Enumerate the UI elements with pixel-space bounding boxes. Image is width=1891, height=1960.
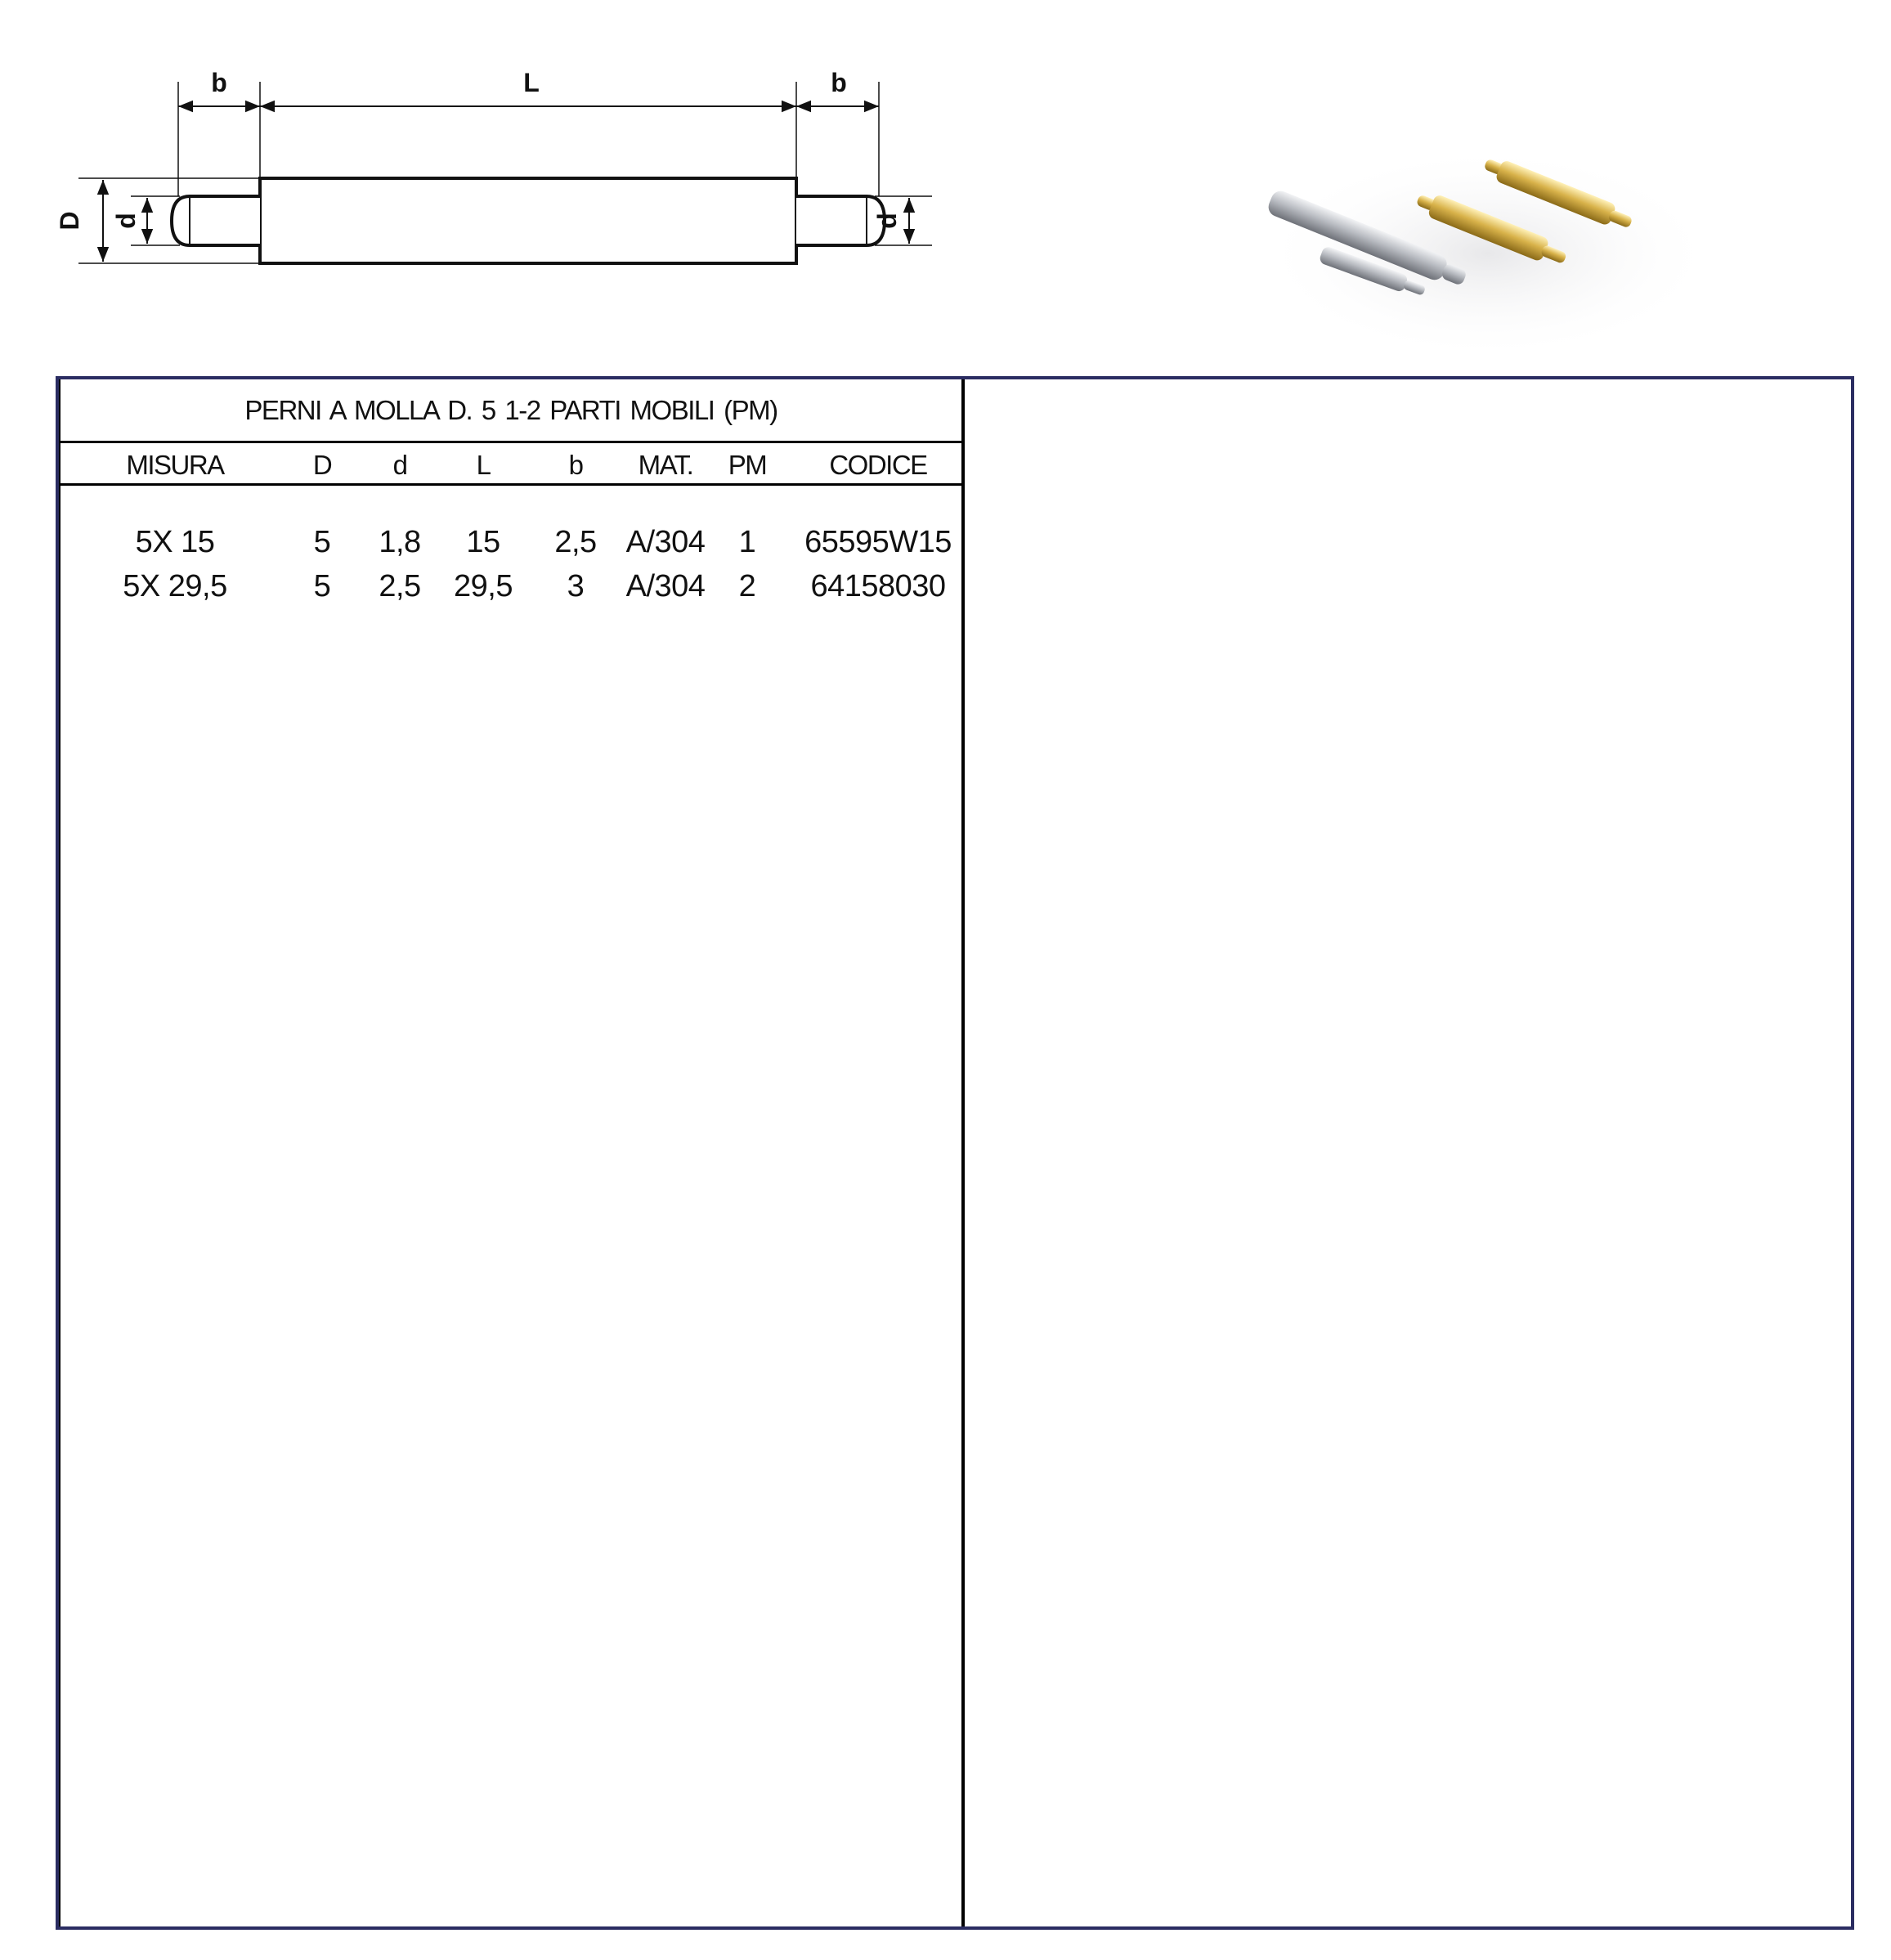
label-b-right: b [831,68,847,97]
technical-drawing [49,41,965,294]
col-codice: CODICE [829,450,927,480]
cell-misura: 5X 15 [135,525,215,559]
col-D: D [312,450,332,480]
cell-D: 5 [313,525,331,559]
cell-L: 15 [466,525,500,559]
catalog-frame [56,376,1854,1930]
label-d-left: d [111,213,141,229]
col-d: d [392,450,407,480]
label-L: L [523,68,540,97]
cell-mat: A/304 [625,525,706,559]
label-d-right: d [872,213,902,229]
spec-table [59,379,965,1926]
table-row [60,525,961,567]
pin-drawing-svg [49,41,965,294]
table-row [60,569,961,612]
pin-body [172,178,885,263]
cell-mat: A/304 [625,569,706,603]
col-b: b [568,450,583,480]
cell-misura: 5X 29,5 [123,569,227,603]
cell-codice: 64158030 [810,569,946,603]
table-header [60,443,961,486]
col-misura: MISURA [126,450,224,480]
col-mat: MAT. [638,450,693,480]
cell-D: 5 [313,569,331,603]
cell-d: 2,5 [379,569,421,603]
cell-b: 2,5 [554,525,597,559]
cell-pm: 2 [738,569,756,603]
col-pm: PM [728,450,767,480]
table-title: PERNI A MOLLA D. 5 1-2 PARTI MOBILI (PM) [60,379,961,443]
label-D: D [55,211,84,231]
label-b-left: b [211,68,227,97]
cell-L: 29,5 [454,569,513,603]
col-L: L [476,450,491,480]
cell-d: 1,8 [379,525,421,559]
spring-pins-photo-icon [1251,123,1725,376]
cell-pm: 1 [738,525,756,559]
cell-b: 3 [567,569,585,603]
spring-pins-photo [1251,123,1725,376]
cell-codice: 65595W15 [804,525,952,559]
